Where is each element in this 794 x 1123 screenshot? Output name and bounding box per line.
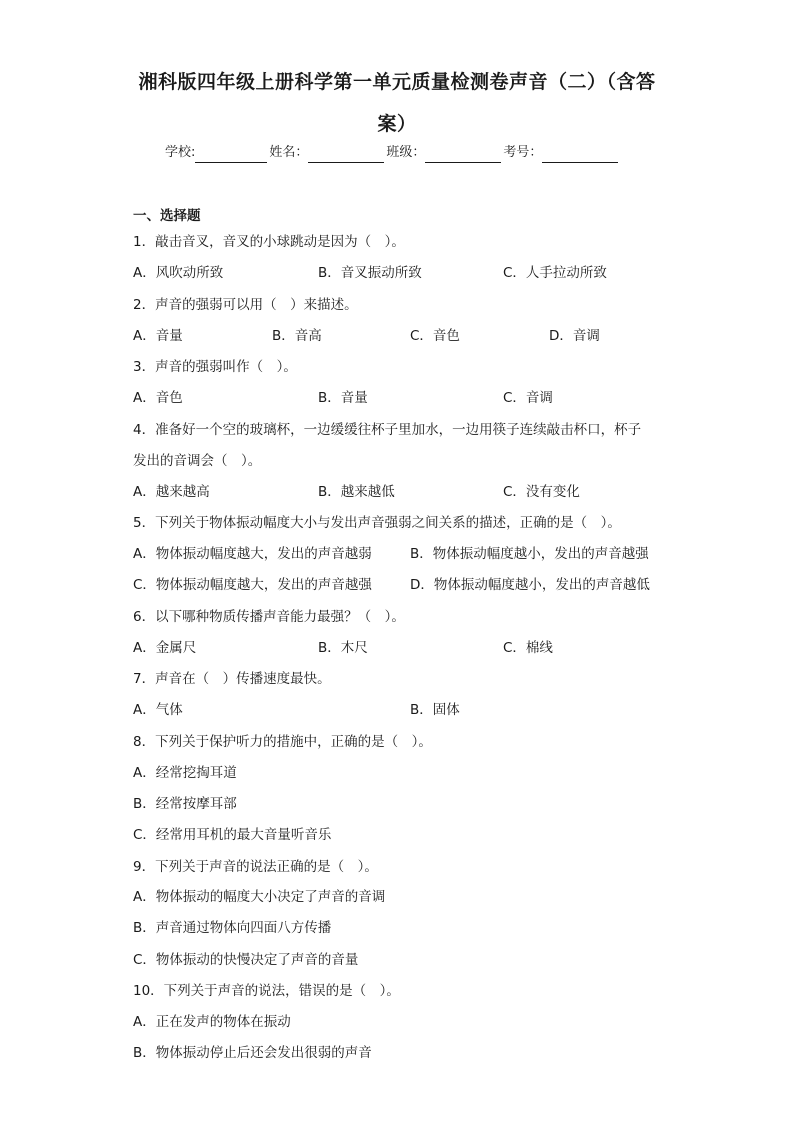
question-stem: 5．下列关于物体振动幅度大小与发出声音强弱之间关系的描述，正确的是（ ）。 (133, 515, 621, 531)
option-a: A．物体振动的幅度大小决定了声音的音调 (133, 889, 386, 905)
page-title-line2: 案） (377, 113, 417, 135)
school-field (165, 143, 269, 163)
exam-number-label: 考号： (503, 145, 543, 160)
option-c: C．没有变化 (503, 484, 580, 500)
option-a: A．正在发声的物体在振动 (133, 1014, 291, 1030)
option-b: B．音量 (318, 390, 368, 406)
option-c: C．音色 (410, 328, 460, 344)
option-b: B．固体 (410, 702, 460, 718)
question-stem: 9．下列关于声音的说法正确的是（ ）。 (133, 859, 378, 875)
section-title: 一、选择题 (133, 208, 201, 224)
class-field (386, 143, 503, 163)
name-field (269, 143, 386, 163)
class-blank[interactable] (425, 147, 501, 163)
option-a: A．气体 (133, 702, 183, 718)
option-b: B．物体振动幅度越小，发出的声音越强 (410, 546, 649, 562)
school-blank[interactable] (195, 147, 267, 163)
question-stem: 6．以下哪种物质传播声音能力最强？（ ）。 (133, 609, 405, 625)
option-a: A．物体振动幅度越大，发出的声音越弱 (133, 546, 372, 562)
option-c: C．物体振动的快慢决定了声音的音量 (133, 952, 359, 968)
option-a: A．音量 (133, 328, 183, 344)
option-b: B．木尺 (318, 640, 368, 656)
option-a: A．越来越高 (133, 484, 210, 500)
option-b: B．越来越低 (318, 484, 395, 500)
school-label: 学校: (165, 145, 196, 160)
option-a: A．经常挖掏耳道 (133, 765, 237, 781)
student-info-row (165, 143, 635, 163)
exam-number-field (503, 143, 620, 163)
option-c: C．棉线 (503, 640, 553, 656)
exam-number-blank[interactable] (542, 147, 618, 163)
option-c: C．物体振动幅度越大，发出的声音越强 (133, 577, 372, 593)
option-a: A．风吹动所致 (133, 265, 224, 281)
class-label: 班级： (386, 145, 426, 160)
question-stem: 3．声音的强弱叫作（ ）。 (133, 359, 297, 375)
question-stem: 7．声音在（ ）传播速度最快。 (133, 671, 331, 687)
option-a: A．金属尺 (133, 640, 197, 656)
option-c: C．音调 (503, 390, 553, 406)
option-d: D．音调 (549, 328, 600, 344)
question-stem: 8．下列关于保护听力的措施中，正确的是（ ）。 (133, 734, 432, 750)
option-b: B．音叉振动所致 (318, 265, 422, 281)
question-stem-line1: 4．准备好一个空的玻璃杯，一边缓缓往杯子里加水，一边用筷子连续敲击杯口，杯子 (133, 422, 642, 438)
question-stem: 2．声音的强弱可以用（ ）来描述。 (133, 297, 358, 313)
option-d: D．物体振动幅度越小，发出的声音越低 (410, 577, 650, 593)
option-b: B．物体振动停止后还会发出很弱的声音 (133, 1045, 372, 1061)
option-b: B．音高 (272, 328, 322, 344)
option-b: B．声音通过物体向四面八方传播 (133, 920, 332, 936)
name-label: 姓名： (269, 145, 309, 160)
question-stem: 10．下列关于声音的说法，错误的是（ ）。 (133, 983, 400, 999)
page-title-line1: 湘科版四年级上册科学第一单元质量检测卷声音（二）（含答 (138, 71, 656, 93)
question-stem: 1．敲击音叉，音叉的小球跳动是因为（ ）。 (133, 234, 405, 250)
option-a: A．音色 (133, 390, 183, 406)
option-b: B．经常按摩耳部 (133, 796, 237, 812)
option-c: C．经常用耳机的最大音量听音乐 (133, 827, 332, 843)
question-stem-line2: 发出的音调会（ ）。 (133, 453, 262, 469)
name-blank[interactable] (308, 147, 384, 163)
option-c: C．人手拉动所致 (503, 265, 607, 281)
